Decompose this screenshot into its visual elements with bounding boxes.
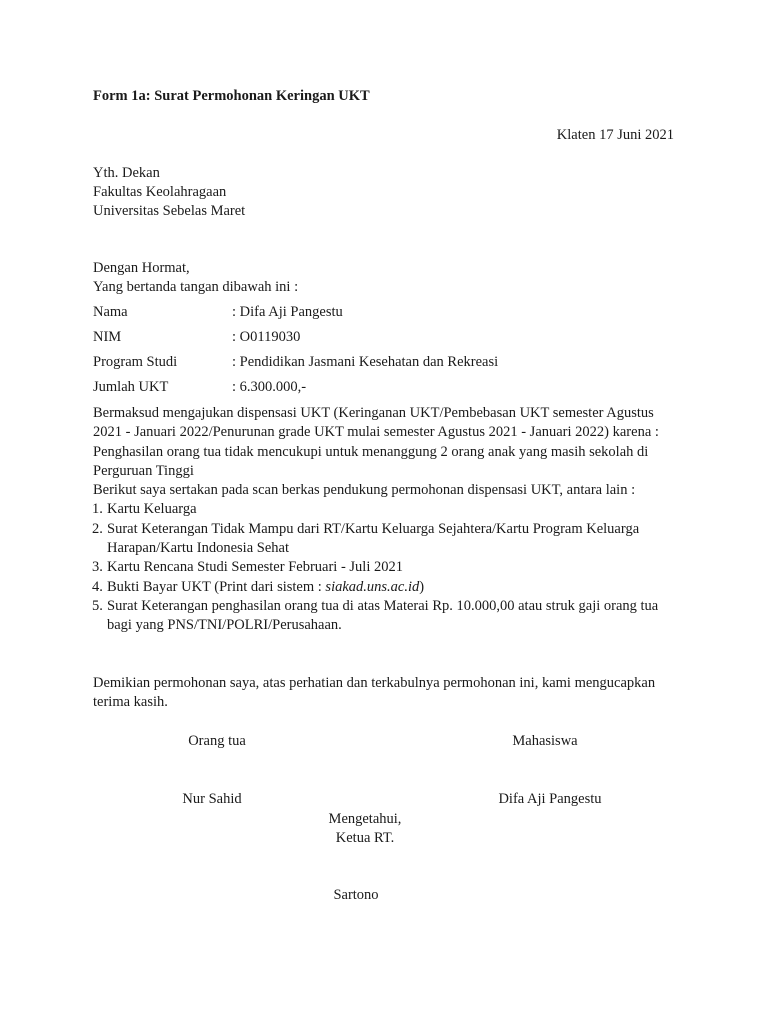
closing-paragraph: Demikian permohonan saya, atas perhatian dan terkabulnya permohonan ini, kami mengucapkan terima kasih.	[93, 675, 656, 711]
attachments-list	[93, 500, 683, 635]
place-date: Klaten 17 Juni 2021	[556, 127, 674, 143]
attachments-intro: Berikut saya sertakan pada scan berkas pendukung permohonan dispensasi UKT, antara lain :	[93, 482, 636, 499]
field-label: Program Studi	[93, 354, 178, 370]
parent-name: Nur Sahid	[182, 791, 242, 807]
recipient-line: Fakultas Keolahragaan	[93, 184, 227, 200]
student-role: Mahasiswa	[512, 733, 578, 749]
form-title: Form 1a: Surat Permohonan Keringan UKT	[93, 88, 370, 104]
greeting-line: Dengan Hormat,	[93, 260, 190, 276]
rt-name: Sartono	[333, 887, 379, 903]
field-jumlah-ukt	[93, 378, 306, 397]
list-item: 5. Surat Keterangan penghasilan orang tua di atas Materai Rp. 10.000,00 atau struk gaji orang tua bagi yang PNS/TNI/POLRI/Perusahaan.	[92, 597, 659, 634]
field-value: : 6.300.000,-	[232, 379, 307, 395]
field-label: Jumlah UKT	[93, 379, 169, 395]
field-label: NIM	[93, 329, 122, 345]
list-item: 4. Bukti Bayar UKT (Print dari sistem : siakad.uns.ac.id)	[92, 578, 425, 595]
list-item: 3. Kartu Rencana Studi Semester Februari - Juli 2021	[92, 559, 403, 576]
acknowledge-label: Mengetahui,	[328, 811, 402, 827]
greeting-line: Yang bertanda tangan dibawah ini :	[93, 279, 299, 295]
field-nim	[93, 328, 300, 347]
greeting	[93, 259, 298, 297]
recipient-line: Universitas Sebelas Maret	[93, 203, 246, 219]
field-program-studi	[93, 353, 498, 372]
list-item: 2. Surat Keterangan Tidak Mampu dari RT/Kartu Keluarga Sejahtera/Kartu Program Keluarga Harapan/Kartu Indonesia Sehat	[92, 520, 640, 557]
parent-role: Orang tua	[188, 733, 246, 749]
letter-body	[93, 404, 683, 636]
field-value: : O0119030	[232, 329, 301, 345]
purpose-paragraph: Bermaksud mengajukan dispensasi UKT (Keringanan UKT/Pembebasan UKT semester Agustus 2021 - Januari 2022/Penurunan grade UKT mulai semester Agustus 2021 - Januari 2022) karena :	[93, 405, 659, 441]
student-name: Difa Aji Pangestu	[498, 791, 602, 807]
recipient-address	[93, 164, 245, 221]
field-label: Nama	[93, 304, 128, 320]
field-nama	[93, 303, 343, 322]
field-value: : Difa Aji Pangestu	[232, 304, 343, 320]
list-item: 1. Kartu Keluarga	[92, 501, 197, 518]
rt-role: Ketua RT.	[335, 830, 395, 846]
reason-paragraph: Penghasilan orang tua tidak mencukupi untuk menanggung 2 orang anak yang masih sekolah di Perguruan Tinggi	[93, 443, 649, 479]
recipient-line: Yth. Dekan	[93, 165, 160, 181]
field-value: : Pendidikan Jasmani Kesehatan dan Rekreasi	[232, 354, 499, 370]
siakad-link[interactable]: siakad.uns.ac.id	[325, 578, 420, 595]
